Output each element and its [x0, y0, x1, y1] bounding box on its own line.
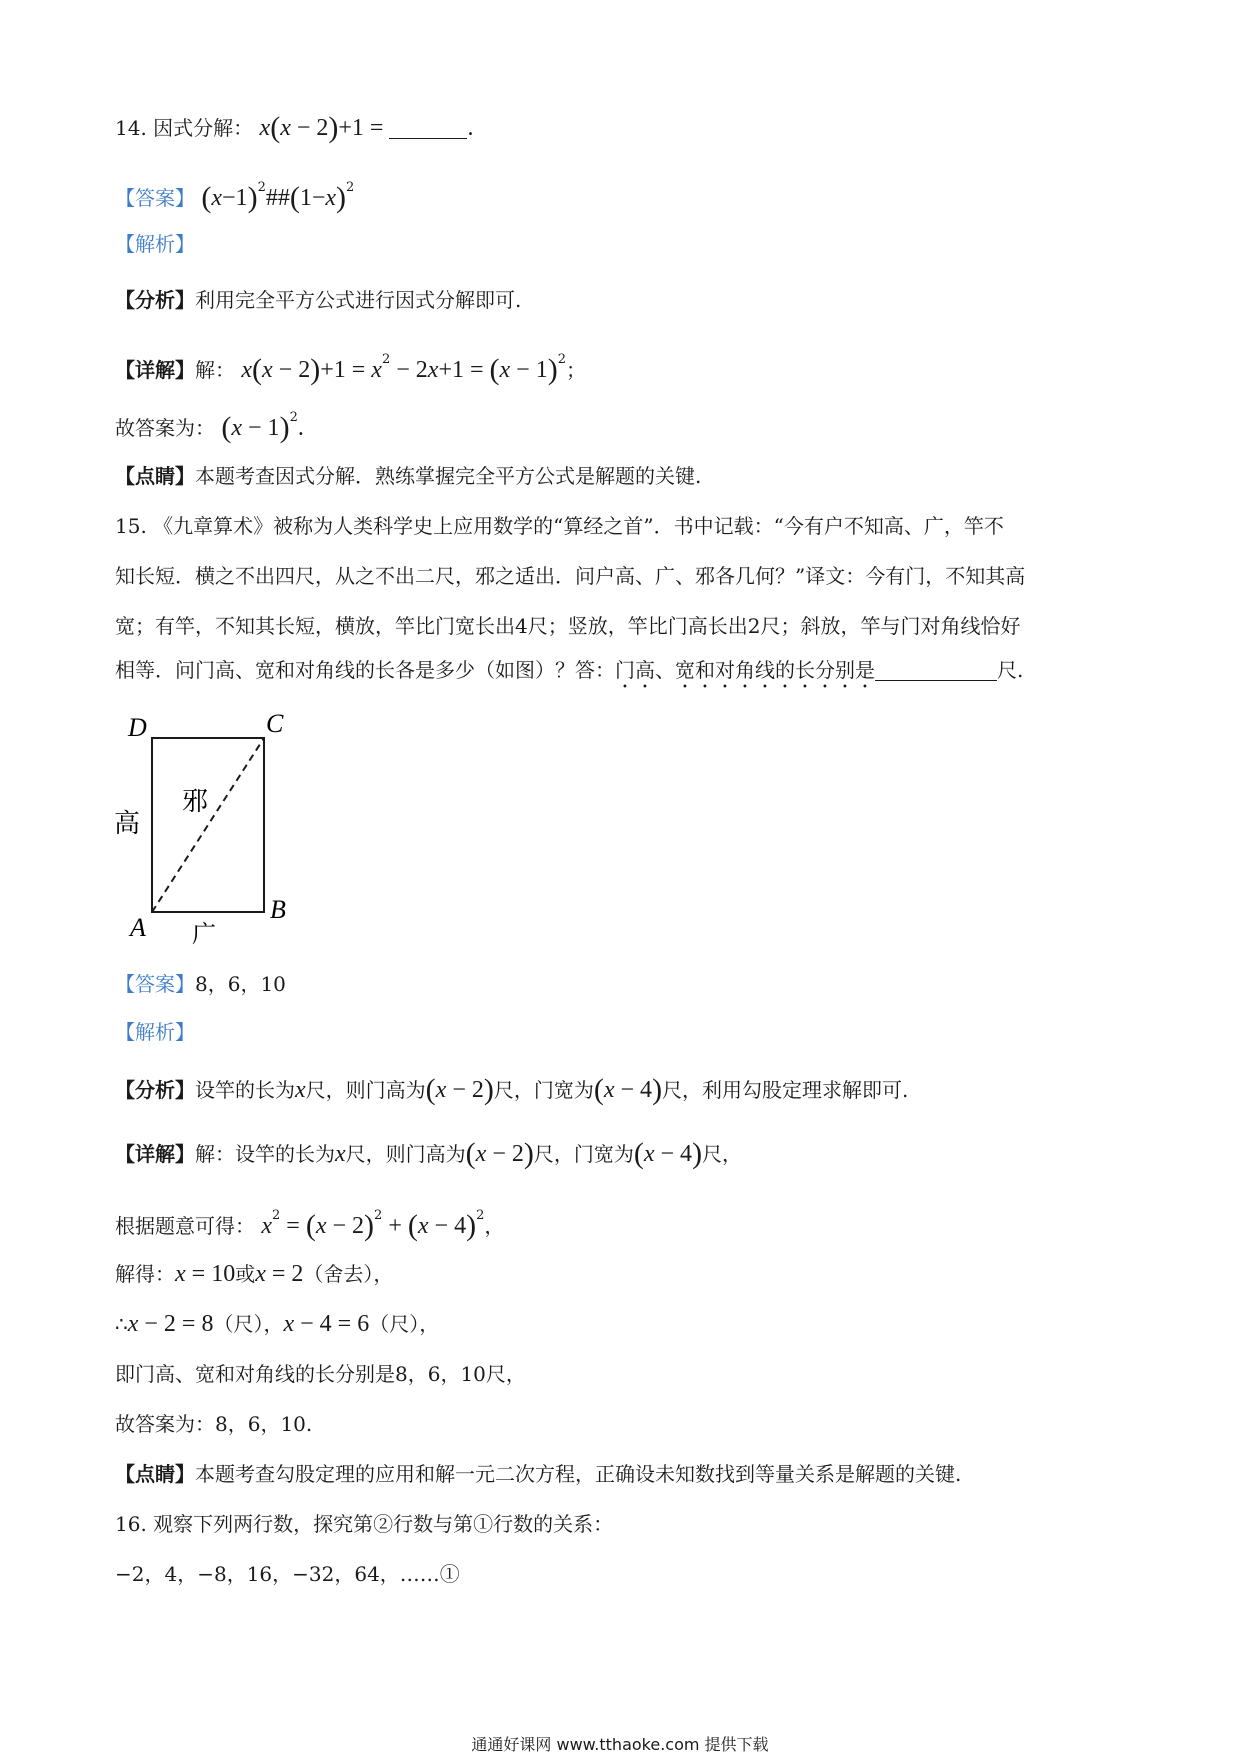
- q15-fenxi-tag: 【分析】: [115, 1078, 195, 1102]
- q15-fenxi-d: 尺，利用勾股定理求解即可.: [662, 1078, 909, 1102]
- q15-xiangjie-d: 尺，: [702, 1142, 743, 1166]
- q15-line4b: 门高、宽和对角线的长分别是: [615, 658, 875, 682]
- q15-xiangjie-tag: 【详解】: [115, 1142, 195, 1166]
- q15-answer-tag: 【答案】: [115, 972, 195, 996]
- q14-xiangjie: 【详解】解： $x(x - 2)+1 = x^2 - 2x+1 = (x - 1)^2$；: [115, 352, 586, 386]
- q16-stem-text: 观察下列两行数，探究第②行数与第①行数的关系：: [153, 1512, 614, 1536]
- q15-dianjing-tag: 【点睛】: [115, 1462, 195, 1486]
- q15-xiangjie-c: 尺，门宽为: [533, 1142, 634, 1166]
- q14-number: 14.: [115, 116, 147, 140]
- q14-answer-sep: ##: [265, 185, 290, 211]
- q15-chi2: （尺），: [369, 1312, 440, 1336]
- q15-therefore: ∴x − 2 = 8（尺），x − 4 = 6（尺），: [115, 1311, 440, 1337]
- door-figure: [110, 700, 310, 950]
- q14-answer: 【答案】 $(x-1)^2\#\#(1-x)^2$: [115, 180, 355, 214]
- q14-dianjing: [115, 464, 701, 488]
- q14-answer-blank: [389, 138, 467, 139]
- label-xie: 邪: [182, 787, 209, 817]
- q15-analysis-tag: 【解析】: [115, 1020, 195, 1044]
- diagonal-line: [152, 738, 264, 912]
- q14-fenxi-tag: 【分析】: [115, 288, 195, 312]
- q15-number: 15.: [115, 514, 147, 538]
- q15-ji: 即门高、宽和对角线的长分别是8，6，10尺，: [115, 1362, 526, 1386]
- label-gao: 高: [114, 809, 141, 839]
- q15-answer-text: 8，6，10: [195, 972, 286, 996]
- q15-dianjing-text: 本题考查勾股定理的应用和解一元二次方程，正确设未知数找到等量关系是解题的关键.: [195, 1462, 962, 1486]
- q14-dianjing-text: 本题考查因式分解．熟练掌握完全平方公式是解题的关键.: [195, 464, 702, 488]
- q14-stem: 14. 因式分解： x(x − 2)+1 = .: [115, 111, 474, 144]
- q15-jiede-she: （舍去），: [303, 1262, 394, 1286]
- label-C: C: [266, 709, 284, 738]
- q14-xiangjie-prefix: 解：: [195, 358, 235, 382]
- q15-fenxi: 【分析】设竿的长为x尺，则门高为(x − 2)尺，门宽为(x − 4)尺，利用勾股定理求解即可.: [115, 1073, 909, 1106]
- q14-fenxi: [115, 288, 521, 312]
- q14-guda: 故答案为： $(x - 1)^2$.: [115, 410, 304, 444]
- q15-therefore-symbol: ∴: [115, 1312, 128, 1336]
- q14-analysis-tag: 【解析】: [115, 232, 195, 256]
- q14-guda-text: 故答案为：: [115, 416, 215, 440]
- q15-dianjing: [115, 1462, 961, 1486]
- q15-chi1: （尺），: [213, 1312, 284, 1336]
- q15-answer-blank: [875, 680, 997, 681]
- q15-genju-text: 根据题意可得：: [115, 1214, 255, 1238]
- q15-jiede-or: 或: [235, 1262, 256, 1286]
- label-A: A: [130, 913, 146, 942]
- q15-line3: 宽；有竿，不知其长短，横放，竿比门宽长出4尺；竖放，竿比门高长出2尺；斜放，竿与门对角线恰好: [115, 614, 1021, 638]
- q15-line1: [115, 514, 1004, 538]
- q14-stem-text: 因式分解：: [153, 116, 254, 140]
- q15-xiangjie-b: 尺，则门高为: [345, 1142, 466, 1166]
- q15-guda: 故答案为：8，6，10.: [115, 1412, 313, 1436]
- q15-line4: [115, 658, 1023, 693]
- q15-line4c: 尺.: [997, 658, 1024, 682]
- q15-jiede: 解得：x = 10或x = 2（舍去），: [115, 1261, 394, 1287]
- label-D: D: [128, 713, 147, 742]
- q15-fenxi-b: 尺，则门高为: [305, 1078, 426, 1102]
- q14-fenxi-text: 利用完全平方公式进行因式分解即可.: [195, 288, 522, 312]
- q14-answer-tag: 【答案】: [115, 186, 195, 210]
- label-B: B: [270, 895, 286, 924]
- q16-stem: [115, 1512, 613, 1536]
- q14-dianjing-tag: 【点睛】: [115, 464, 195, 488]
- label-guang: 广: [192, 920, 216, 948]
- q15-genju: 根据题意可得： $x^2 = (x - 2)^2 + (x - 4)^2$，: [115, 1208, 505, 1242]
- q15-line2: 知长短．横之不出四尺，从之不出二尺，邪之适出．问户高、广、邪各几何？”译文：今有门，不知其高: [115, 564, 1026, 588]
- page-footer: 通通好课网 www.tthaoke.com 提供下载: [471, 1735, 769, 1754]
- q15-answer: [115, 972, 286, 996]
- q15-fenxi-a: 设竿的长为: [195, 1078, 295, 1102]
- q15-line4a: 相等．问门高、宽和对角线的长各是多少（如图）？答：: [115, 658, 615, 682]
- q15-xiangjie-a: 解：设竿的长为: [195, 1142, 335, 1166]
- q15-jiede-text: 解得：: [115, 1262, 175, 1286]
- q15-line1-text: 《九章算术》被称为人类科学史上应用数学的“算经之首”．书中记载：“今有户不知高、广，竿不: [153, 514, 1004, 538]
- q16-row1: −2，4，−8，16，−32，64，……①: [115, 1562, 460, 1586]
- q15-fenxi-c: 尺，门宽为: [493, 1078, 594, 1102]
- q15-xiangjie: 【详解】解：设竿的长为x尺，则门高为(x − 2)尺，门宽为(x − 4)尺，: [115, 1137, 743, 1170]
- q16-number: 16.: [115, 1512, 147, 1536]
- q14-xiangjie-tag: 【详解】: [115, 358, 195, 382]
